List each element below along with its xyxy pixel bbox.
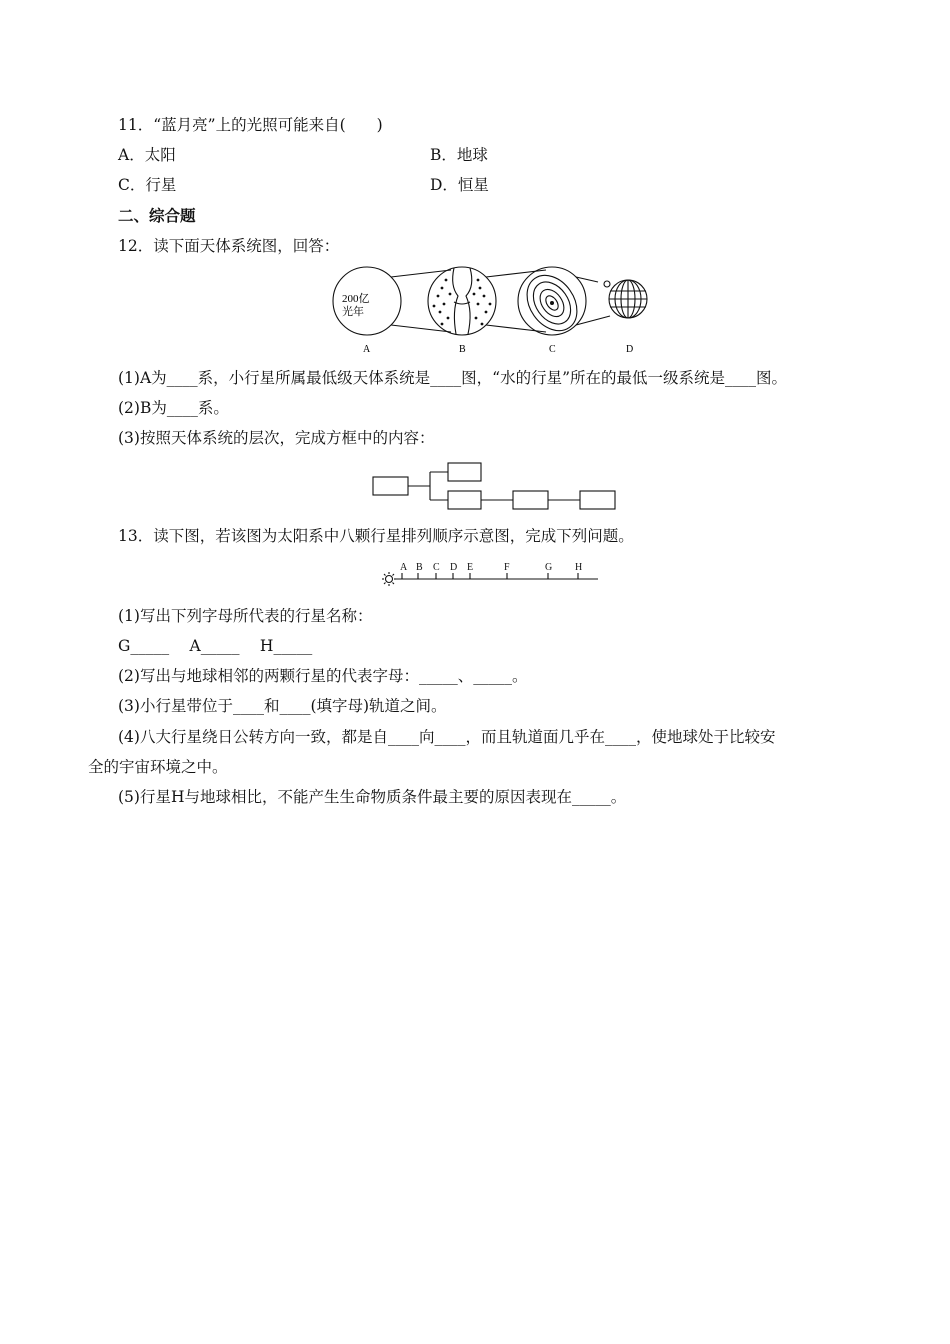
label-d: D [626, 344, 634, 355]
q11-option-b: B．地球 [430, 146, 488, 164]
q11-option-a: A．太阳 [118, 146, 176, 164]
q11-option-c: C．行星 [118, 176, 177, 194]
q13-part-4: (4)八大行星绕日公转方向一致，都是自____向____，而且轨道面几乎在____，使地球处于比较安 [118, 728, 776, 746]
planet-label-e: E [467, 562, 474, 573]
q13-part-5: (5)行星H与地球相比，不能产生生命物质条件最主要的原因表现在_____。 [118, 788, 627, 806]
q13-part-4-cont: 全的宇宙环境之中。 [88, 758, 228, 776]
planet-label-a: A [400, 562, 408, 573]
box-lower-1 [448, 491, 481, 509]
label-a: A [363, 344, 371, 355]
hierarchy-box-diagram[interactable] [370, 460, 620, 516]
q11-stem: 11．“蓝月亮”上的光照可能来自( ) [118, 116, 383, 134]
box-lower-2 [513, 491, 548, 509]
circle-a-text-2: 光年 [342, 306, 364, 318]
box-root [373, 477, 408, 495]
q13-stem: 13．读下图，若该图为太阳系中八颗行星排列顺序示意图，完成下列问题。 [118, 527, 634, 545]
circle-b [428, 267, 496, 335]
q13-part-2: (2)写出与地球相邻的两颗行星的代表字母：_____、_____。 [118, 667, 528, 685]
label-b: B [459, 344, 466, 355]
label-c: C [549, 344, 556, 355]
planet-order-figure [380, 560, 605, 590]
planet-label-g: G [545, 562, 553, 573]
planet-label-d: D [450, 562, 458, 573]
circle-a-text-1: 200亿 [342, 293, 370, 305]
q13-part-3: (3)小行星带位于____和____(填字母)轨道之间。 [118, 697, 447, 715]
section-heading: 二、综合题 [118, 206, 196, 225]
q12-part-2: (2)B为____系。 [118, 399, 229, 417]
q13-part-1: (1)写出下列字母所代表的行星名称： [118, 607, 373, 625]
planet-label-b: B [416, 562, 423, 573]
q13-part-1-blanks: G_____ A_____ H_____ [118, 637, 313, 655]
celestial-system-figure [330, 266, 660, 358]
q12-stem: 12．读下面天体系统图，回答： [118, 237, 340, 255]
q11-option-d: D．恒星 [430, 176, 489, 194]
box-upper [448, 463, 481, 481]
box-lower-3 [580, 491, 615, 509]
q12-part-3: (3)按照天体系统的层次，完成方框中的内容： [118, 429, 435, 447]
q12-part-1: (1)A为____系，小行星所属最低级天体系统是____图，“水的行星”所在的最低一级系统是____图。 [118, 369, 788, 387]
planet-label-c: C [433, 562, 440, 573]
planet-label-f: F [504, 562, 510, 573]
sun-icon [386, 576, 393, 583]
planet-label-h: H [575, 562, 583, 573]
